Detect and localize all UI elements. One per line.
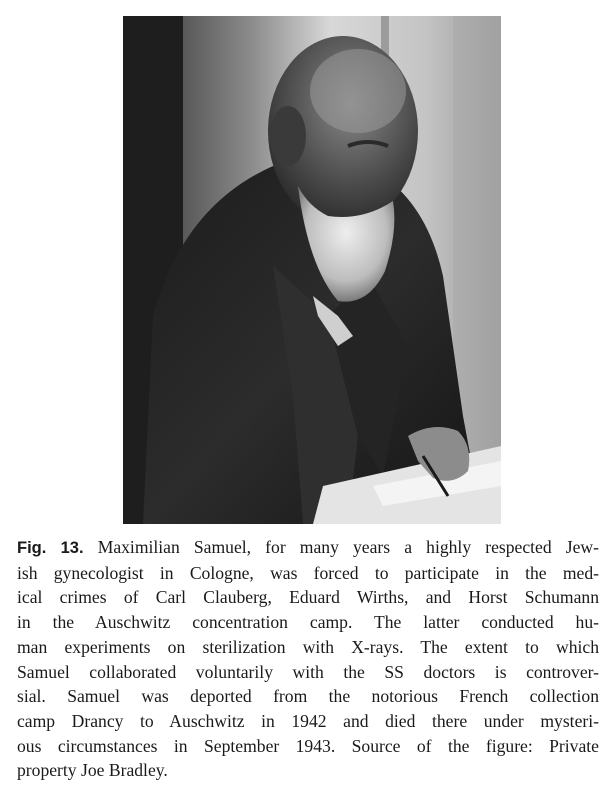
caption-line-9: ous circumstances in September 1943. Source of the figure: Private xyxy=(17,735,599,756)
portrait-photograph xyxy=(123,16,501,524)
caption-line-4: in the Auschwitz concentration camp. The latter conducted hu- xyxy=(17,612,599,633)
caption-line-10: property Joe Bradley. xyxy=(17,760,168,781)
figure-label: Fig. 13. xyxy=(17,539,84,557)
caption-line-2: ish gynecologist in Cologne, was forced to participate in the med- xyxy=(17,562,599,583)
caption-line-1: Fig. 13. Maximilian Samuel, for many years a highly respected Jew- xyxy=(17,537,599,557)
caption-line-3: ical crimes of Carl Clauberg, Eduard Wirths, and Horst Schumann xyxy=(17,587,599,608)
photo-illustration xyxy=(123,16,501,524)
caption-line-5: man experiments on sterilization with X-rays. The extent to which xyxy=(17,636,599,657)
caption-line-8: camp Drancy to Auschwitz in 1942 and died there under mysteri- xyxy=(17,710,599,731)
figure-caption xyxy=(17,535,599,783)
caption-line-6: Samuel collaborated voluntarily with the SS doctors is controver- xyxy=(17,661,599,682)
caption-line-7: sial. Samuel was deported from the notorious French collection xyxy=(17,686,599,707)
